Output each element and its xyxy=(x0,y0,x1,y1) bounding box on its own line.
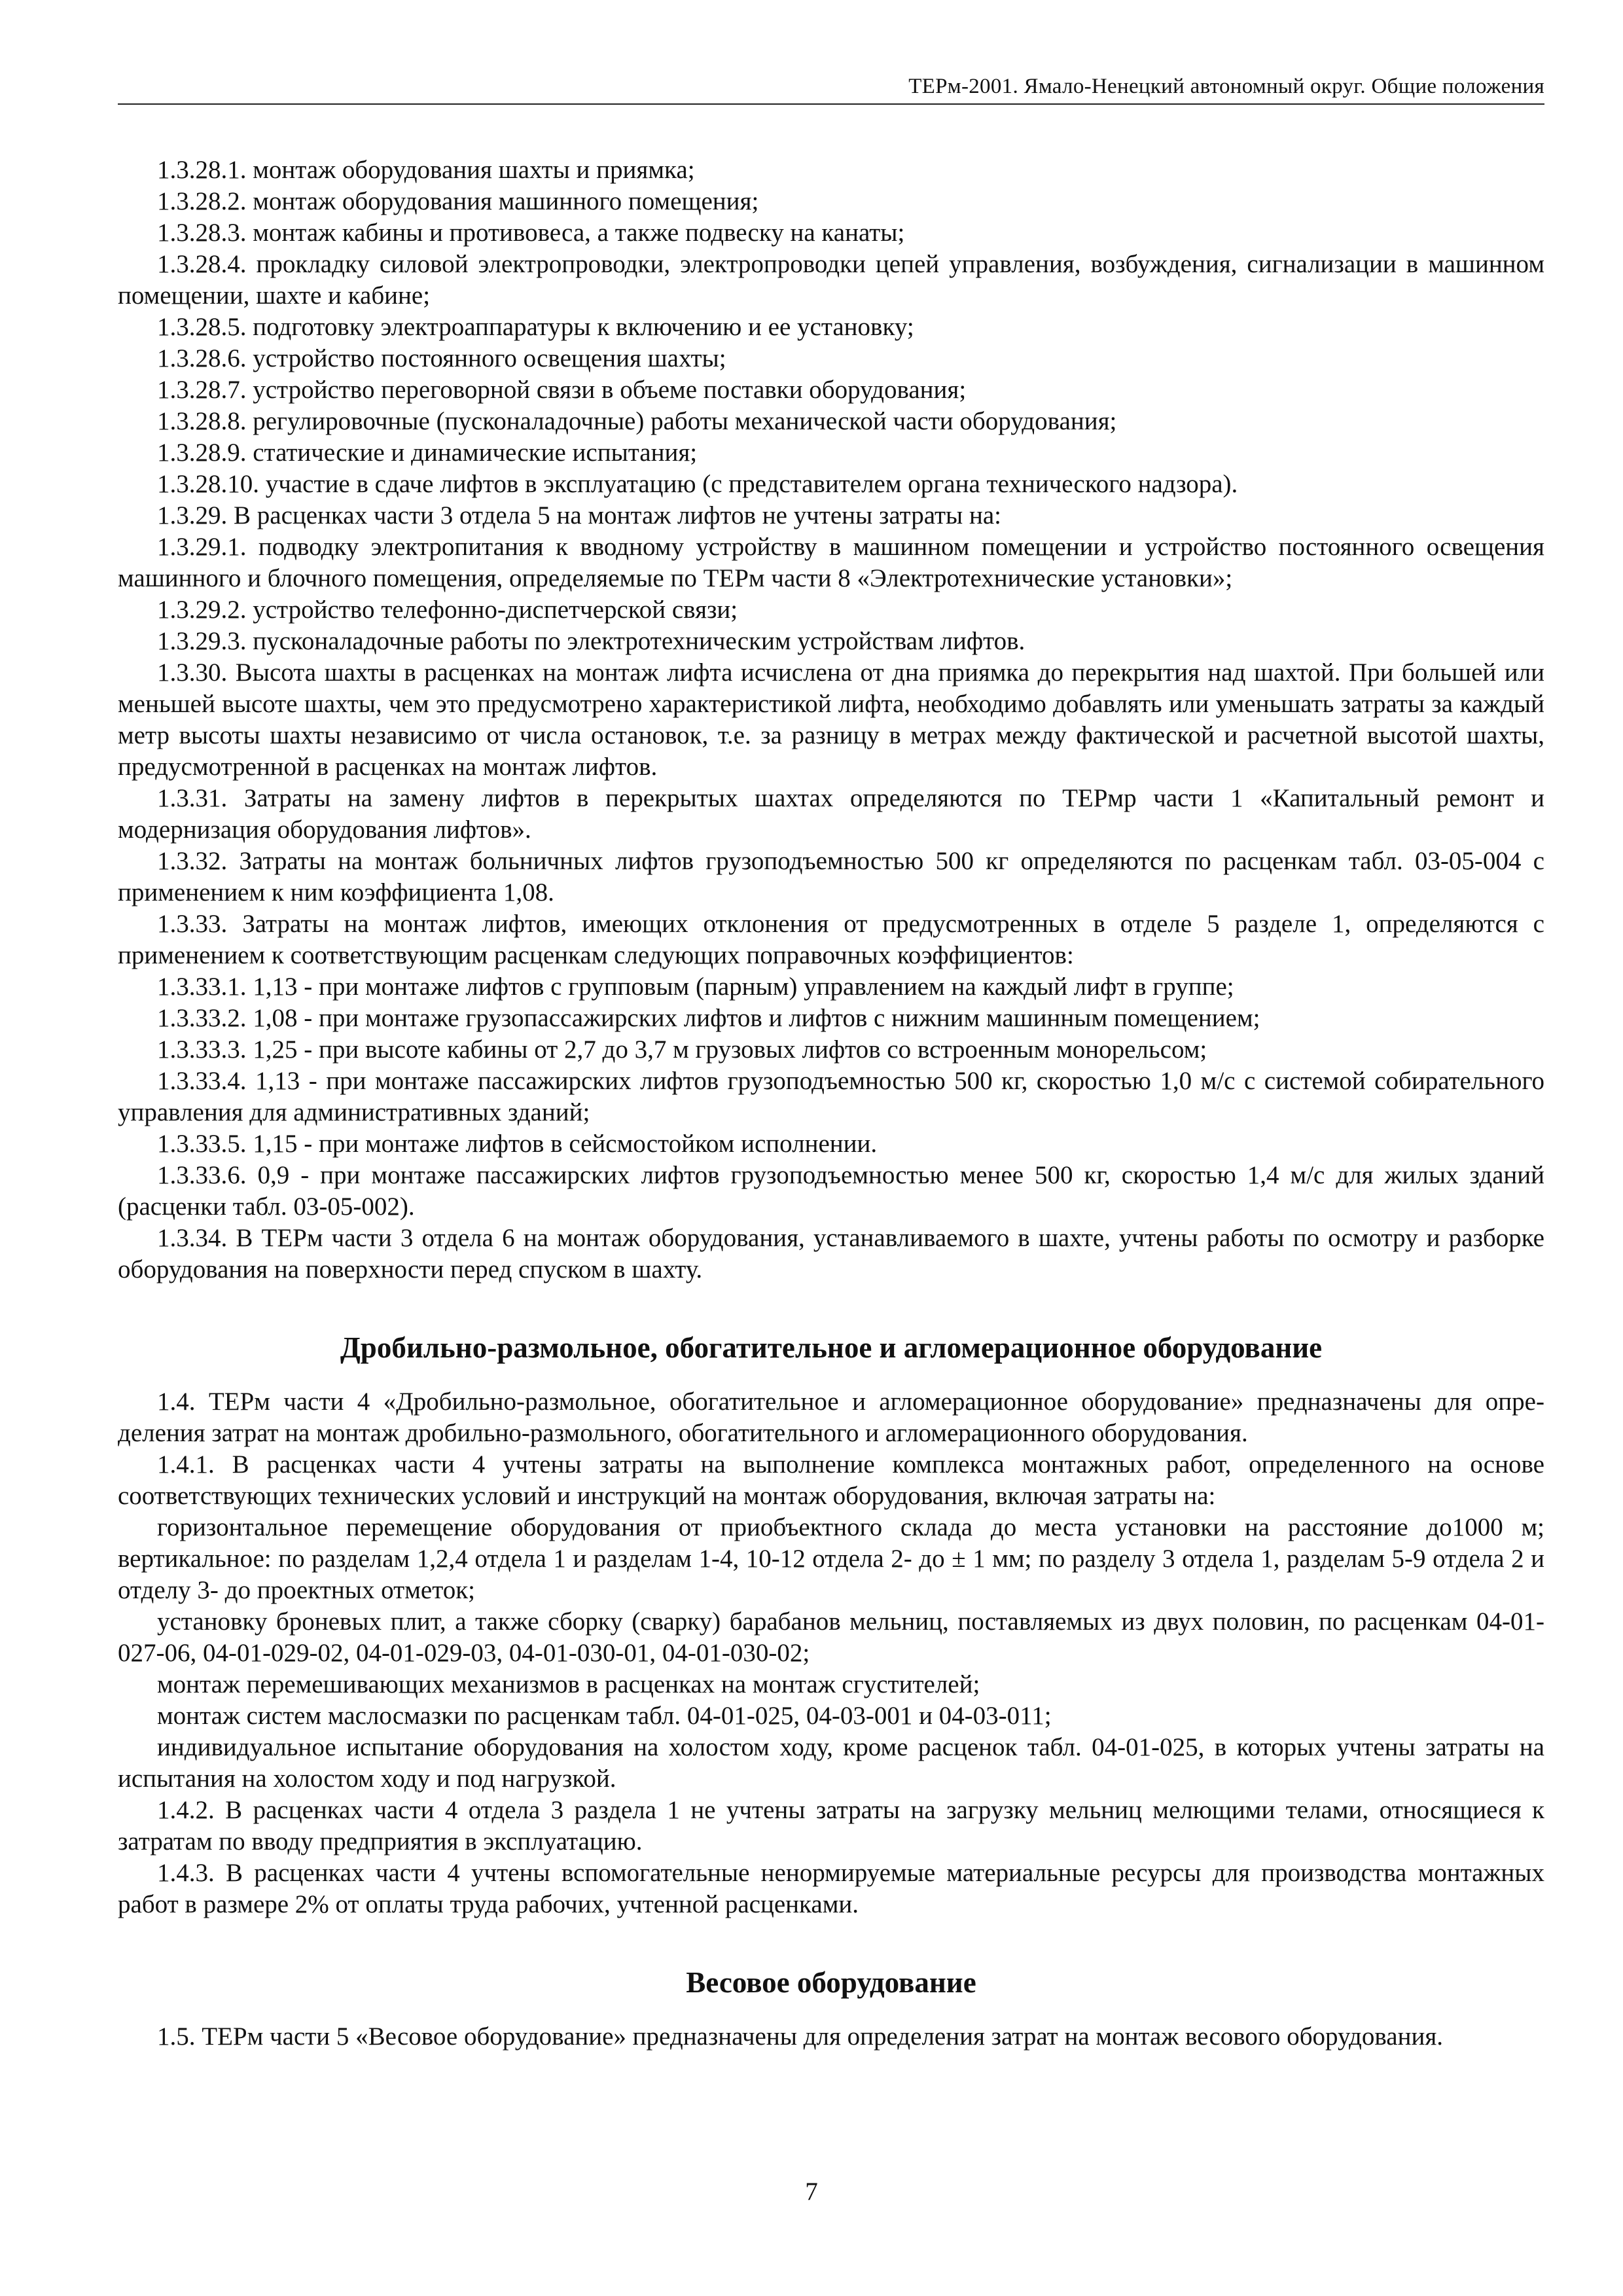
paragraph: 1.3.33. Затраты на монтаж лифтов, имеющих отклонения от предусмотренных в отделе 5 разделе 1, определяются с применением к соответствующим расценкам следующих поправочных коэффициентов: xyxy=(118,910,1544,969)
paragraph: 1.3.31. Затраты на замену лифтов в перекрытых шахтах определяются по ТЕРмр части 1 «Капитальный ремонт и модернизация оборудования лифтов». xyxy=(118,784,1544,844)
paragraph: 1.3.29.2. устройство телефонно-диспетчерской связи; xyxy=(157,596,738,624)
weighing-equipment-clauses xyxy=(118,2021,1544,2053)
paragraph: 1.3.28.6. устройство постоянного освещения шахты; xyxy=(157,344,726,372)
section-heading-weighing-equipment: Весовое оборудование xyxy=(686,1966,976,1999)
paragraph: 1.3.28.3. монтаж кабины и противовеса, а также подвеску на канаты; xyxy=(157,219,905,247)
paragraph: 1.4.3. В расценках части 4 учтены вспомогательные ненормируемые материальные ресурсы для производства монтажных работ в размере 2% от оплаты труда рабочих, учтенной расценками. xyxy=(118,1859,1544,1918)
paragraph: горизонтальное перемещение оборудования от приобъектного склада до места установки на расстояние до1000 м; вертикальное: по разделам 1,2,4 отдела 1 и разделам 1-4, 10-12 отдела 2- до ± 1 мм; по разделу 3 отдела 1, разделам 5-9 отдела 2 и отделу 3- до проектных отметок; xyxy=(118,1513,1544,1604)
paragraph: 1.4.2. В расценках части 4 отдела 3 раздела 1 не учтены затраты на загрузку мельниц мелющими телами, относящиеся к затратам по вводу предприятия в эксплуатацию. xyxy=(118,1796,1544,1856)
running-header: ТЕРм-2001. Ямало-Ненецкий автономный округ. Общие положения xyxy=(118,73,1544,105)
paragraph: 1.5. ТЕРм части 5 «Весовое оборудование» предназначены для определения затрат на монтаж весового оборудования. xyxy=(157,2022,1444,2051)
paragraph: 1.3.33.1. 1,13 - при монтаже лифтов с групповым (парным) управлением на каждый лифт в группе; xyxy=(157,973,1234,1001)
paragraph: 1.4.1. В расценках части 4 учтены затраты на выполнение комплекса монтажных работ, определенного на основе соответствующих технических условий и инструкций на монтаж оборудования, включая затраты на: xyxy=(118,1450,1544,1510)
section-heading-crushing-equipment: Дробильно-размольное, обогатительное и агломерационное оборудование xyxy=(340,1331,1323,1364)
paragraph: индивидуальное испытание оборудования на холостом ходу, кроме расценок табл. 04-01-025, в которых учтены затраты на испытания на холостом ходу и под нагрузкой. xyxy=(118,1733,1544,1793)
paragraph: установку броневых плит, а также сборку (сварку) барабанов мельниц, поставляемых из двух половин, по расценкам 04-01-027-06, 04-01-029-02, 04-01-029-03, 04-01-030-01, 04-01-030-02; xyxy=(118,1607,1544,1667)
paragraph: 1.3.28.2. монтаж оборудования машинного помещения; xyxy=(157,187,759,215)
paragraph: 1.3.33.3. 1,25 - при высоте кабины от 2,7 до 3,7 м грузовых лифтов со встроенным монорельсом; xyxy=(157,1035,1207,1064)
document-body xyxy=(118,154,1544,2053)
paragraph: 1.3.33.2. 1,08 - при монтаже грузопассажирских лифтов и лифтов с нижним машинным помещением; xyxy=(157,1004,1260,1032)
paragraph: 1.3.32. Затраты на монтаж больничных лифтов грузоподъемностью 500 кг определяются по расценкам табл. 03-05-004 с применением к ним коэффициента 1,08. xyxy=(118,847,1544,906)
paragraph: 1.3.28.5. подготовку электроаппаратуры к включению и ее установку; xyxy=(157,313,914,341)
crushing-equipment-clauses xyxy=(118,1386,1544,1920)
paragraph: 1.3.28.1. монтаж оборудования шахты и приямка; xyxy=(157,156,695,184)
paragraph: 1.3.29. В расценках части 3 отдела 5 на монтаж лифтов не учтены затраты на: xyxy=(157,501,1002,529)
paragraph: монтаж перемешивающих механизмов в расценках на монтаж сгустителей; xyxy=(157,1670,980,1698)
paragraph: 1.3.33.6. 0,9 - при монтаже пассажирских лифтов грузоподъемностью менее 500 кг, скоростью 1,4 м/с для жилых зданий (расценки табл. 03-05-002). xyxy=(118,1161,1544,1221)
paragraph: 1.3.28.9. статические и динамические испытания; xyxy=(157,439,698,467)
page-number: 7 xyxy=(805,2178,818,2206)
lift-installation-clauses xyxy=(118,154,1544,1285)
paragraph: монтаж систем маслосмазки по расценкам табл. 04-01-025, 04-03-001 и 04-03-011; xyxy=(157,1702,1052,1730)
paragraph: 1.3.28.10. участие в сдаче лифтов в эксплуатацию (с представителем органа технического надзора). xyxy=(157,470,1238,498)
paragraph: 1.3.29.1. подводку электропитания к вводному устройству в машинном помещении и устройство постоянного освещения машинного и блочного помещения, определяемые по ТЕРм части 8 «Электротехнические установки»; xyxy=(118,533,1544,592)
paragraph: 1.3.34. В ТЕРм части 3 отдела 6 на монтаж оборудования, устанавливаемого в шахте, учтены работы по осмотру и разборке оборудования на поверхности перед спуском в шахту. xyxy=(118,1224,1544,1283)
paragraph: 1.3.28.8. регулировочные (пусконаладочные) работы механической части оборудования; xyxy=(157,407,1117,435)
paragraph: 1.3.33.4. 1,13 - при монтаже пассажирских лифтов грузоподъемностью 500 кг, скоростью 1,0 м/с с системой собирательного управления для административных зданий; xyxy=(118,1067,1544,1126)
paragraph: 1.3.28.4. прокладку силовой электропроводки, электропроводки цепей управления, возбуждения, сигнализации в машинном помещении, шахте и кабине; xyxy=(118,250,1544,310)
paragraph: 1.4. ТЕРм части 4 «Дробильно-размольное, обогатительное и агломерационное оборудование» предназначены для определения затрат на монтаж дробильно-размольного, обогатительного и агломерационного оборудования. xyxy=(118,1388,1544,1447)
paragraph: 1.3.33.5. 1,15 - при монтаже лифтов в сейсмостойком исполнении. xyxy=(157,1130,878,1158)
paragraph: 1.3.30. Высота шахты в расценках на монтаж лифта исчислена от дна приямка до перекрытия над шахтой. При большей или меньшей высоте шахты, чем это предусмотрено характеристикой лифта, необходимо добавлять или уменьшать затраты за каждый метр высоты шахты независимо от числа остановок, т.е. за разницу в метрах между фактической и расчетной высотой шахты, предусмотренной в расценках на монтаж лифтов. xyxy=(118,658,1544,781)
paragraph: 1.3.29.3. пусконаладочные работы по электротехническим устройствам лифтов. xyxy=(157,627,1026,655)
paragraph: 1.3.28.7. устройство переговорной связи в объеме поставки оборудования; xyxy=(157,376,967,404)
